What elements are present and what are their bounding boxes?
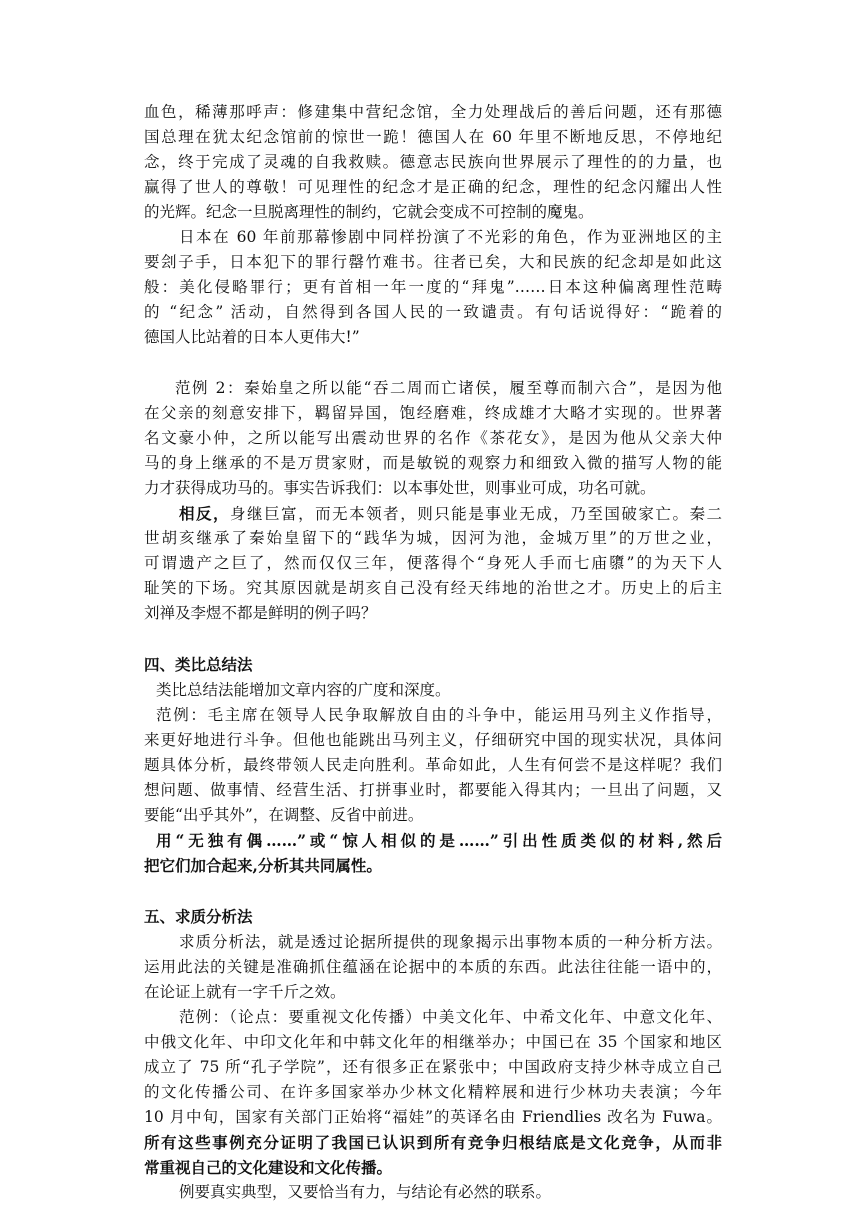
text-line: 耻笑的下场。究其原因就是胡亥自己没有经天纬地的治世之才。历史上的后主	[144, 579, 722, 597]
text-line: 中俄文化年、中印文化年和中韩文化年的相继举办；中国已在 35 个国家和地区	[144, 1033, 722, 1051]
text-line: 来更好地进行斗争。但他也能跳出马列主义，仔细研究中国的现实状况，具体问	[144, 731, 722, 749]
section-heading: 四、类比总结法	[144, 656, 253, 674]
text-line: 念，终于完成了灵魂的自我救赎。德意志民族向世界展示了理性的的力量，也	[144, 153, 722, 171]
text-line: 日本在 60 年前那幕惨剧中同样扮演了不光彩的角色，作为亚洲地区的主	[179, 228, 722, 246]
bold-text-line: 把它们加合起来,分析其共同属性。	[144, 856, 382, 875]
text-line: 马的身上继承的不是万贯家财，而是敏锐的观察力和细致入微的描写人物的能	[144, 454, 722, 472]
bold-text-line: 所有这些事例充分证明了我国已认识到所有竞争归根结底是文化竞争，从而非	[144, 1133, 722, 1152]
bold-lead: 相反，	[179, 504, 231, 523]
paragraph-germany-reflection	[144, 100, 722, 225]
text-line: 刘禅及李煜不都是鲜明的例子吗？	[144, 604, 377, 622]
text-line: 求质分析法，就是透过论据所提供的现象揭示出事物本质的一种分析方法。	[179, 933, 722, 951]
text-line: 范例：（论点：要重视文化传播）中美文化年、中希文化年、中意文化年、	[179, 1008, 722, 1026]
text-line: 类比总结法能增加文章内容的广度和深度。	[156, 681, 451, 699]
text-line: 般：美化侵略罪行；更有首相一年一度的“拜鬼”……日本这种偏离理性范畴	[144, 278, 722, 296]
text-line: 要能“出乎其外”，在调整、反省中前进。	[144, 806, 424, 824]
text-line: 在父亲的刻意安排下，羁留异国，饱经磨难，终成雄才大略才实现的。世界著	[144, 404, 722, 422]
text-line: 想问题、做事情、经营生活、打拼事业时，都要能入得其内；一旦出了问题，又	[144, 781, 722, 799]
text-line: 范例：毛主席在领导人民争取解放自由的斗争中，能运用马列主义作指导，	[156, 706, 722, 724]
text-line	[144, 501, 722, 526]
text-line: 赢得了世人的尊敬！可见理性的纪念才是正确的纪念，理性的纪念闪耀出人性	[144, 178, 722, 196]
bold-text-line: 常重视自己的文化建设和文化传播。	[144, 1158, 393, 1177]
section-analogy-summary	[144, 652, 722, 878]
paragraph-japan-contrast	[144, 225, 722, 350]
text-line: 名文豪小仲，之所以能写出震动世界的名作《茶花女》，是因为他从父亲大仲	[144, 429, 722, 447]
text-line: 的 “纪念” 活动，自然得到各国人民的一致谴责。有句话说得好：“跪着的	[144, 303, 722, 321]
text-line: 国总理在犹太纪念馆前的惊世一跪！德国人在 60 年里不断地反思，不停地纪	[144, 128, 722, 146]
text-line: 血色，稀薄那呼声：修建集中营纪念馆，全力处理战后的善后问题，还有那德	[144, 103, 722, 121]
text-line: 题具体分析，最终带领人民走向胜利。革命如此，人生有何尝不是这样呢？我们	[144, 756, 722, 774]
bold-text-line: 用“无独有偶……”或“惊人相似的是……”引出性质类似的材料,然后	[156, 831, 722, 850]
text-line: 德国人比站着的日本人更伟大!”	[144, 328, 360, 346]
text-line: 世胡亥继承了秦始皇留下的“践华为城，因河为池，金城万里”的万世之业，	[144, 529, 722, 547]
text-line: 范例 2：秦始皇之所以能“吞二周而亡诸侯，履至尊而制六合”，是因为他	[175, 379, 722, 397]
text-line: 要刽子手，日本犯下的罪行罄竹难书。往者已矣，大和民族的纪念却是如此这	[144, 253, 722, 271]
text-line: 的光辉。纪念一旦脱离理性的制约，它就会变成不可控制的魔鬼。	[144, 203, 594, 221]
text-line: 的文化传播公司、在许多国家举办少林文化精粹展和进行少林功夫表演；今年	[144, 1083, 722, 1101]
document-page	[144, 100, 722, 1205]
text-fragment: 身继巨富，而无本领者，则只能是事业无成，乃至国破家亡。秦二	[230, 505, 722, 523]
section-heading: 五、求质分析法	[144, 908, 253, 926]
paragraph-contrary	[144, 501, 722, 626]
section-essence-analysis	[144, 904, 722, 1205]
text-line: 运用此法的关键是准确抓住蕴涵在论据中的本质的东西。此法往往能一语中的，	[144, 958, 722, 976]
text-line: 例要真实典型，又要恰当有力，与结论有必然的联系。	[179, 1183, 552, 1201]
text-line: 在论证上就有一字千斤之效。	[144, 983, 346, 1001]
text-line: 成立了 75 所“孔子学院”，还有很多正在紧张中；中国政府支持少林寺成立自己	[144, 1058, 722, 1076]
text-line: 可谓遗产之巨了，然而仅仅三年，便落得个“身死人手而七庙隳”的为天下人	[144, 554, 722, 572]
text-line: 10 月中旬，国家有关部门正始将“福娃”的英译名由 Friendlies 改名为 Fuwa。	[144, 1108, 722, 1126]
paragraph-example-2	[144, 376, 722, 501]
text-line: 力才获得成功马的。事实告诉我们：以本事处世，则事业可成，功名可就。	[144, 479, 656, 497]
